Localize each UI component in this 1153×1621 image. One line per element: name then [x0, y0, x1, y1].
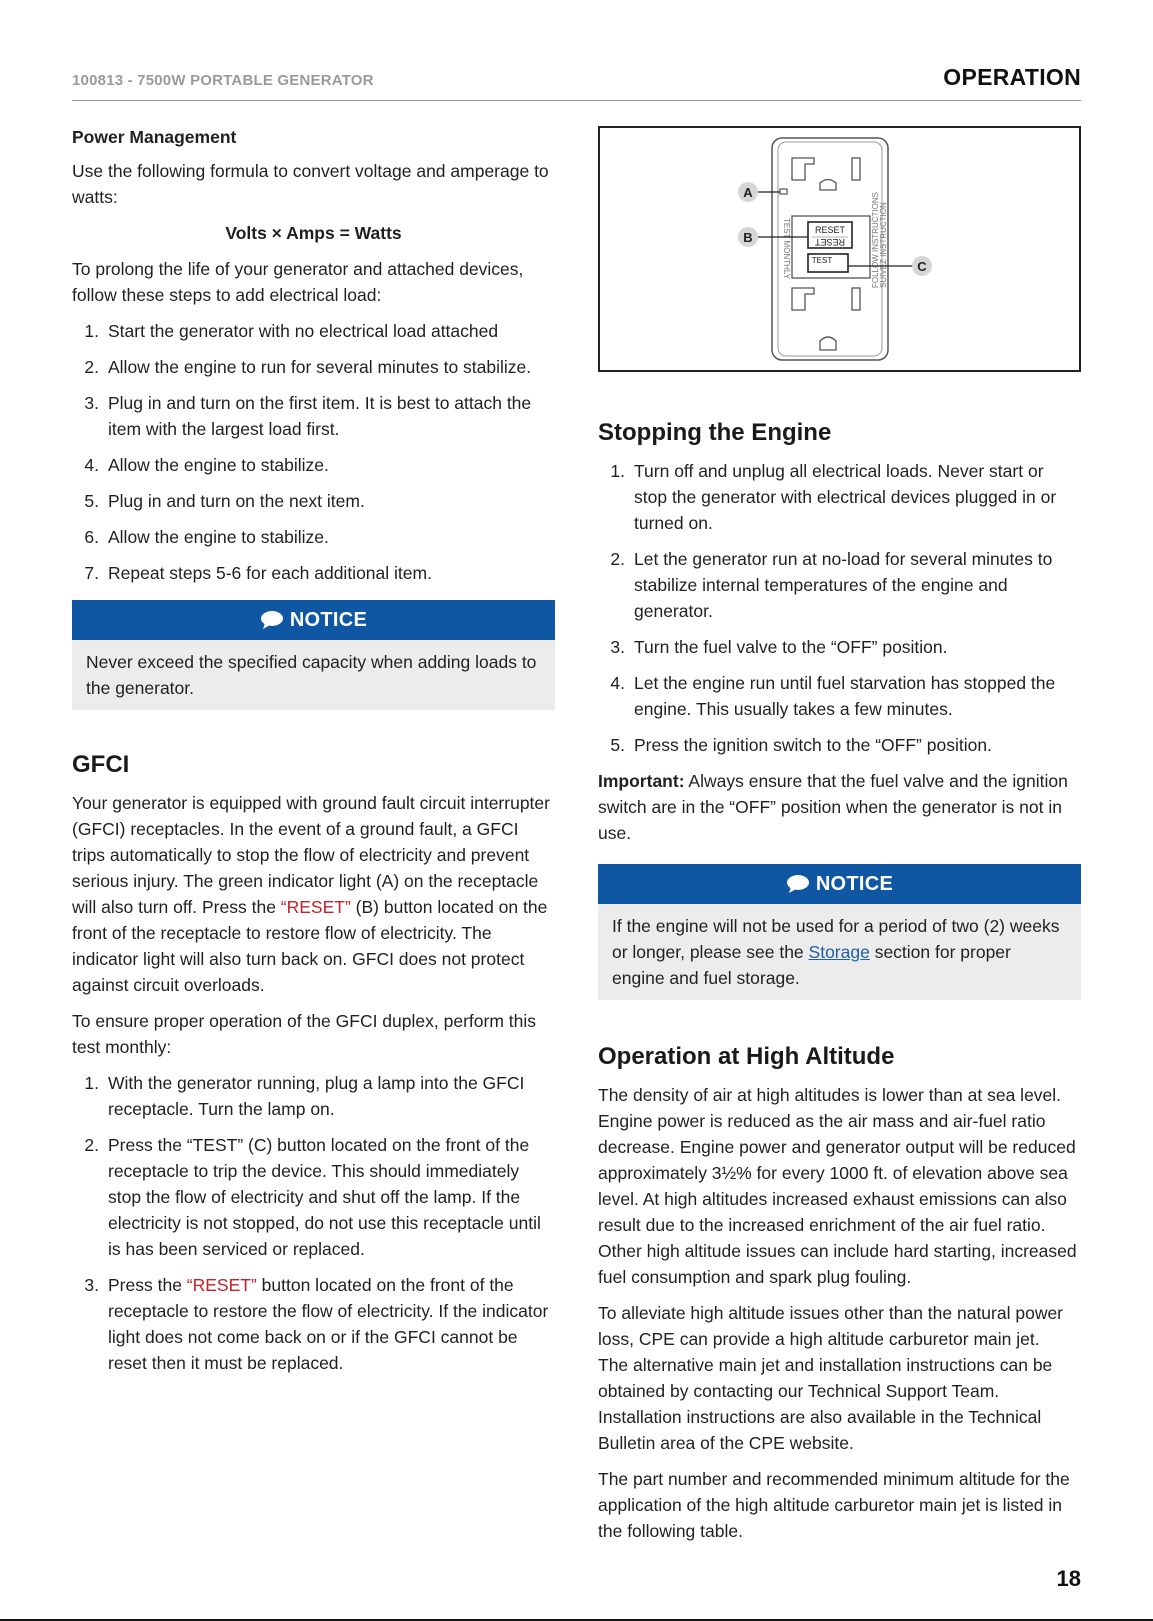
text-run: To alleviate high altitude issues other than the natural power loss, CPE can provide a high altitude carburetor main jet.	[598, 1303, 1064, 1349]
step-text: Let the engine run until fuel starvation has stopped the engine. This usually takes a few minutes.	[634, 673, 1056, 719]
step-number: 5.	[610, 735, 625, 755]
important-text: Always ensure that the fuel valve and the ignition switch are in the “OFF” position when the generator is not in use.	[598, 771, 1068, 843]
step-number: 7.	[84, 563, 99, 583]
step-text: Turn off and unplug all electrical loads. Never start or stop the generator with electrical devices plugged in or turned on.	[634, 461, 1057, 533]
step-number: 4.	[84, 455, 99, 475]
speech-bubble-icon	[786, 874, 810, 894]
list-item	[598, 670, 1081, 722]
formula-intro: Use the following formula to convert voltage and amperage to watts:	[72, 161, 549, 207]
gfci-test-steps	[72, 1070, 555, 1376]
step-text: Plug in and turn on the next item.	[108, 491, 365, 511]
gfci-receptacle-figure	[598, 126, 1081, 372]
left-column	[72, 118, 555, 1386]
stopping-engine-heading: Stopping the Engine	[598, 419, 832, 446]
power-formula: Volts × Amps = Watts	[225, 223, 402, 243]
step-number: 2.	[84, 1135, 99, 1155]
altitude-paragraph-3: The part number and recommended minimum altitude for the application of the high altitude carburetor main jet is listed in the following table.	[598, 1469, 1070, 1541]
stopping-steps-list	[598, 458, 1081, 758]
list-item	[72, 452, 555, 478]
notice-label: NOTICE	[289, 609, 368, 631]
step-number: 4.	[610, 673, 625, 693]
callout-a: A	[743, 185, 753, 200]
altitude-paragraph-2b: The alternative main jet and installation instructions can be obtained by contacting our Technical Support Team. Installation instructions are also available in the Technical Bulletin area of the CPE website.	[598, 1355, 1053, 1453]
step-text: Allow the engine to stabilize.	[108, 527, 329, 547]
list-item	[598, 458, 1081, 536]
step-number: 3.	[84, 393, 99, 413]
step-number: 3.	[610, 637, 625, 657]
step-number: 2.	[84, 357, 99, 377]
test-button-label: TEST	[811, 256, 833, 265]
list-item	[72, 318, 555, 344]
list-item	[72, 1272, 555, 1376]
notice-header	[598, 864, 1081, 904]
list-item	[598, 732, 1081, 758]
step-text: Allow the engine to stabilize.	[108, 455, 329, 475]
notice-box	[72, 600, 555, 710]
document-title: 100813 - 7500W PORTABLE GENERATOR	[72, 72, 374, 89]
reset-highlight: “RESET”	[280, 897, 351, 917]
text-run: section for proper engine and fuel storage.	[612, 942, 1011, 988]
text-run: Your generator is equipped with ground fault circuit interrupter (GFCI) receptacles. In the event of a ground fault, a GFCI trips automatically to stop the flow of electricity and prevent serious injury. The green indicator light (A) on the receptacle will also turn off. Press the	[72, 793, 550, 917]
altitude-paragraph-1: The density of air at high altitudes is lower than at sea level. Engine power is reduced as the air mass and air-fuel ratio decrease. Engine power and generator output will be reduced approximately 3½% for every 1000 ft. of elevation above sea level. At high altitudes increased exhaust emissions can also result due to the increased enrichment of the air fuel ratio. Other high altitude issues can include hard starting, increased fuel consumption and spark plug fouling.	[598, 1085, 1077, 1287]
side-test-monthly-text: TEST MONTHLY	[782, 218, 791, 280]
altitude-paragraph-2	[598, 1300, 1081, 1352]
side-instruction-text-2: SUIVEZ INSTRUCTION	[879, 202, 888, 288]
step-number: 5.	[84, 491, 99, 511]
step-text: Start the generator with no electrical load attached	[108, 321, 499, 341]
notice-text	[598, 904, 1081, 1000]
step-number: 1.	[610, 461, 625, 481]
important-label: Important:	[598, 771, 685, 791]
section-title: OPERATION	[943, 64, 1081, 90]
text-run: Press the	[108, 1275, 187, 1295]
reset-button-label-mirrored: RESET	[814, 237, 846, 247]
side-instruction-text: FOLLOW INSTRUCTIONS	[871, 191, 880, 288]
list-item	[598, 634, 1081, 660]
notice-text: Never exceed the specified capacity when adding loads to the generator.	[72, 640, 555, 710]
list-item	[72, 1070, 555, 1122]
header-divider	[72, 100, 1081, 101]
storage-link[interactable]: Storage	[808, 942, 870, 962]
speech-bubble-icon	[260, 610, 284, 630]
list-item	[598, 546, 1081, 624]
gfci-test-intro: To ensure proper operation of the GFCI duplex, perform this test monthly:	[72, 1011, 536, 1057]
list-item	[72, 488, 555, 514]
load-steps-list	[72, 318, 555, 586]
step-text: With the generator running, plug a lamp into the GFCI receptacle. Turn the lamp on.	[108, 1073, 525, 1119]
load-lead: To prolong the life of your generator and attached devices, follow these steps to add electrical load:	[72, 259, 524, 305]
step-number: 3.	[84, 1275, 99, 1295]
reset-button-label: RESET	[814, 225, 846, 235]
notice-box	[598, 864, 1081, 1000]
text-run: If the engine will not be used for a period of two (2) weeks or longer, please see the	[612, 916, 1060, 962]
gfci-heading: GFCI	[72, 751, 130, 778]
list-item	[72, 560, 555, 586]
important-note	[598, 768, 1081, 846]
step-text: Plug in and turn on the first item. It is best to attach the item with the largest load first.	[108, 393, 532, 439]
step-text: Press the ignition switch to the “OFF” position.	[634, 735, 992, 755]
list-item	[72, 524, 555, 550]
power-management-heading: Power Management	[72, 127, 237, 147]
list-item	[72, 1132, 555, 1262]
step-text: Press the “TEST” (C) button located on the front of the receptacle to trip the device. This should immediately stop the flow of electricity and shut off the lamp. If the electricity is not stopped, do not use this receptacle until is has been serviced or replaced.	[108, 1135, 541, 1259]
step-text: Allow the engine to run for several minutes to stabilize.	[108, 357, 532, 377]
step-text: Let the generator run at no-load for several minutes to stabilize internal temperatures of the engine and generator.	[634, 549, 1053, 621]
list-item	[72, 354, 555, 380]
step-text	[108, 1272, 555, 1376]
reset-highlight: “RESET”	[186, 1275, 257, 1295]
right-column	[598, 126, 1081, 1554]
gfci-paragraph	[72, 790, 555, 998]
gfci-receptacle-diagram	[600, 128, 1079, 370]
step-number: 6.	[84, 527, 99, 547]
step-number: 1.	[84, 1073, 99, 1093]
notice-label: NOTICE	[815, 873, 894, 895]
callout-c: C	[917, 259, 927, 274]
callout-b: B	[743, 230, 753, 245]
text-run: button located on the front of the receptacle to restore the flow of electricity. If the indicator light does not come back on or if the GFCI cannot be reset then it must be replaced.	[108, 1275, 549, 1373]
step-text: Repeat steps 5-6 for each additional item.	[108, 563, 432, 583]
step-text: Turn the fuel valve to the “OFF” position.	[634, 637, 948, 657]
page-number: 18	[1056, 1566, 1081, 1591]
step-number: 1.	[84, 321, 99, 341]
text-run: (B) button located on the front of the receptacle to restore flow of electricity. The indicator light will also turn back on. GFCI does not protect against circuit overloads.	[72, 897, 548, 995]
high-altitude-heading: Operation at High Altitude	[598, 1043, 895, 1070]
notice-header	[72, 600, 555, 640]
step-number: 2.	[610, 549, 625, 569]
list-item	[72, 390, 555, 442]
